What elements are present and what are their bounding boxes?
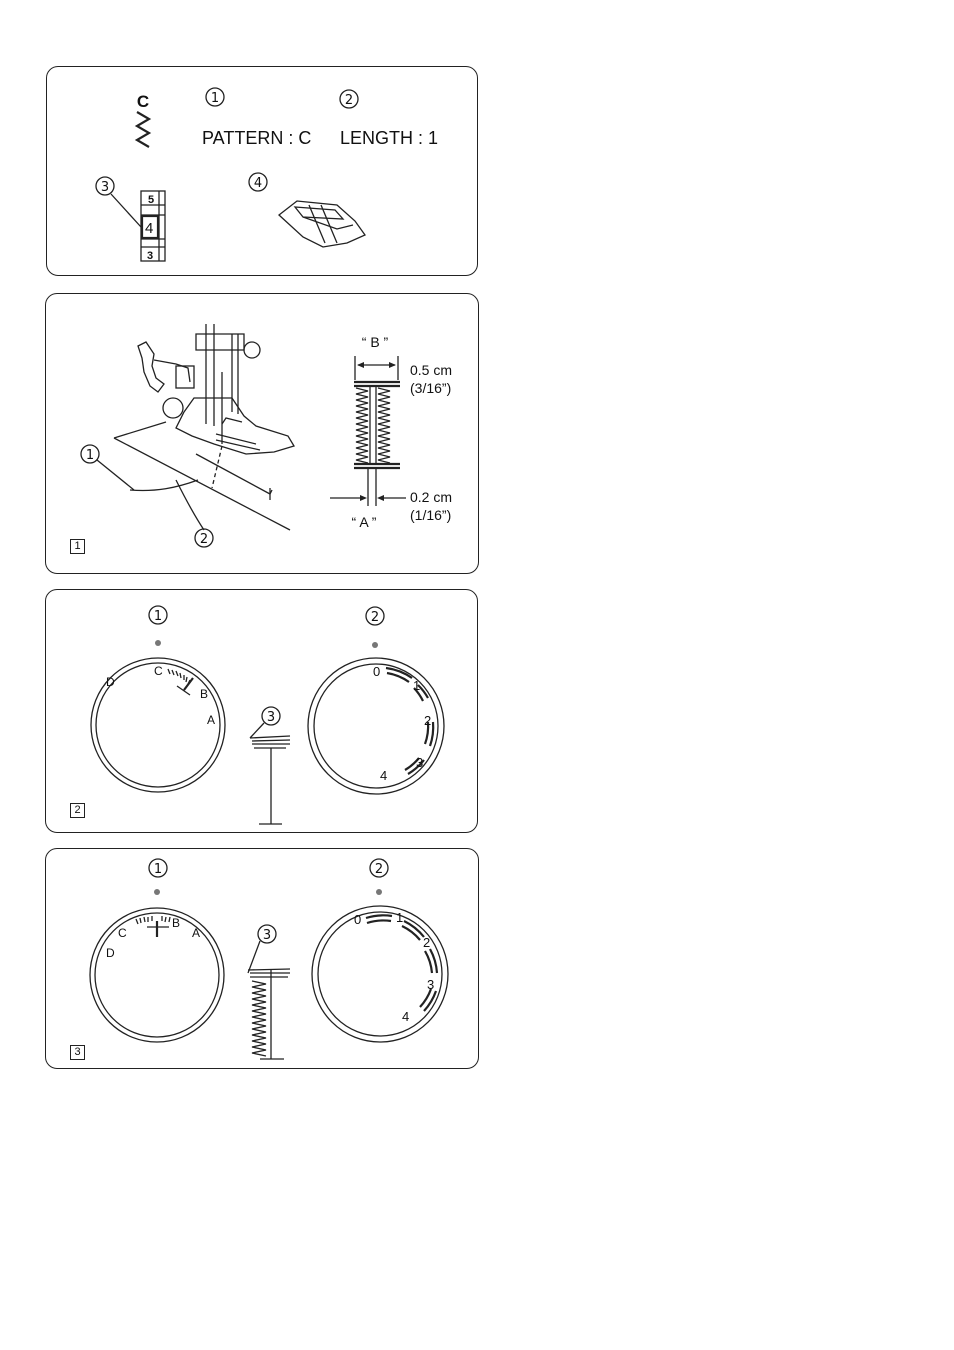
width-label-a: “ A ” [351,514,377,530]
stitch-length-dial [312,906,448,1042]
tension-value-5: 5 [148,194,155,206]
zigzag-stitch-icon [137,112,149,147]
svg-text:4: 4 [253,176,263,191]
pattern-letter-b: B [200,687,209,701]
pattern-setting: PATTERN : C [202,128,312,148]
pattern-dial [90,908,224,1042]
settings-panel [46,66,478,276]
svg-text:3: 3 [100,180,110,195]
pattern-letter-c: C [118,926,127,940]
step-3-dials-illustration [46,849,480,1070]
dial-indicator-dot [376,889,382,895]
dimension-b-imperial: (3/16”) [410,380,452,396]
pattern-letter-c: C [154,664,163,678]
svg-text:3: 3 [266,710,276,725]
sewing-machine-foot-icon [138,324,294,454]
svg-text:1: 1 [210,91,220,106]
width-label-b: “ B ” [361,334,389,350]
buttonhole-stitch-icon [354,382,400,506]
dial-indicator-dot [155,640,161,646]
presser-foot-icon [279,201,365,247]
dial-indicator-dot [372,642,378,648]
thread-line-1 [130,480,198,491]
settings-illustration [47,67,479,277]
bartack-stitch-icon [250,736,290,824]
pattern-letter-a: A [207,713,216,727]
dimension-a-metric: 0.2 cm [410,489,453,505]
pattern-letter: C [136,92,150,111]
dial-indicator-dot [154,889,160,895]
svg-text:1: 1 [153,609,163,624]
svg-text:2: 2 [344,93,354,108]
zigzag-column-stitch-icon [248,969,290,1059]
pattern-letter-a: A [192,926,201,940]
pattern-letter-d: D [106,675,115,689]
step-2-dials-illustration [46,590,479,834]
length-number-2: 2 [423,935,431,950]
length-number-3: 3 [416,755,424,770]
step-number-1: 1 [70,539,85,554]
length-number-0: 0 [354,912,362,927]
buttonhole-illustration [46,294,480,575]
svg-text:1: 1 [153,862,163,877]
pattern-letter-b: B [172,916,181,930]
svg-text:1: 1 [85,448,95,463]
length-number-4: 4 [380,768,388,783]
length-number-3: 3 [427,977,435,992]
step-number-3: 3 [70,1045,85,1060]
step-2-dial-panel [45,589,478,833]
pattern-letter-d: D [106,946,115,960]
dimension-a-imperial: (1/16”) [410,507,452,523]
thread-line-2 [176,480,204,530]
step-3-dial-panel [45,848,479,1069]
svg-text:2: 2 [199,532,209,547]
length-number-4: 4 [402,1009,410,1024]
length-number-1: 1 [396,910,404,925]
length-number-1: 1 [413,678,421,693]
dimension-b-metric: 0.5 cm [410,362,453,378]
length-number-0: 0 [373,664,381,679]
tension-value-4: 4 [145,220,154,237]
length-number-2: 2 [424,713,432,728]
buttonhole-setup-panel [45,293,479,574]
tension-value-3: 3 [147,250,154,262]
step-number-2: 2 [70,803,85,818]
length-setting: LENGTH : 1 [340,128,439,148]
svg-text:2: 2 [374,862,384,877]
svg-text:2: 2 [370,610,380,625]
svg-text:3: 3 [262,928,272,943]
pattern-pointer [184,678,193,690]
